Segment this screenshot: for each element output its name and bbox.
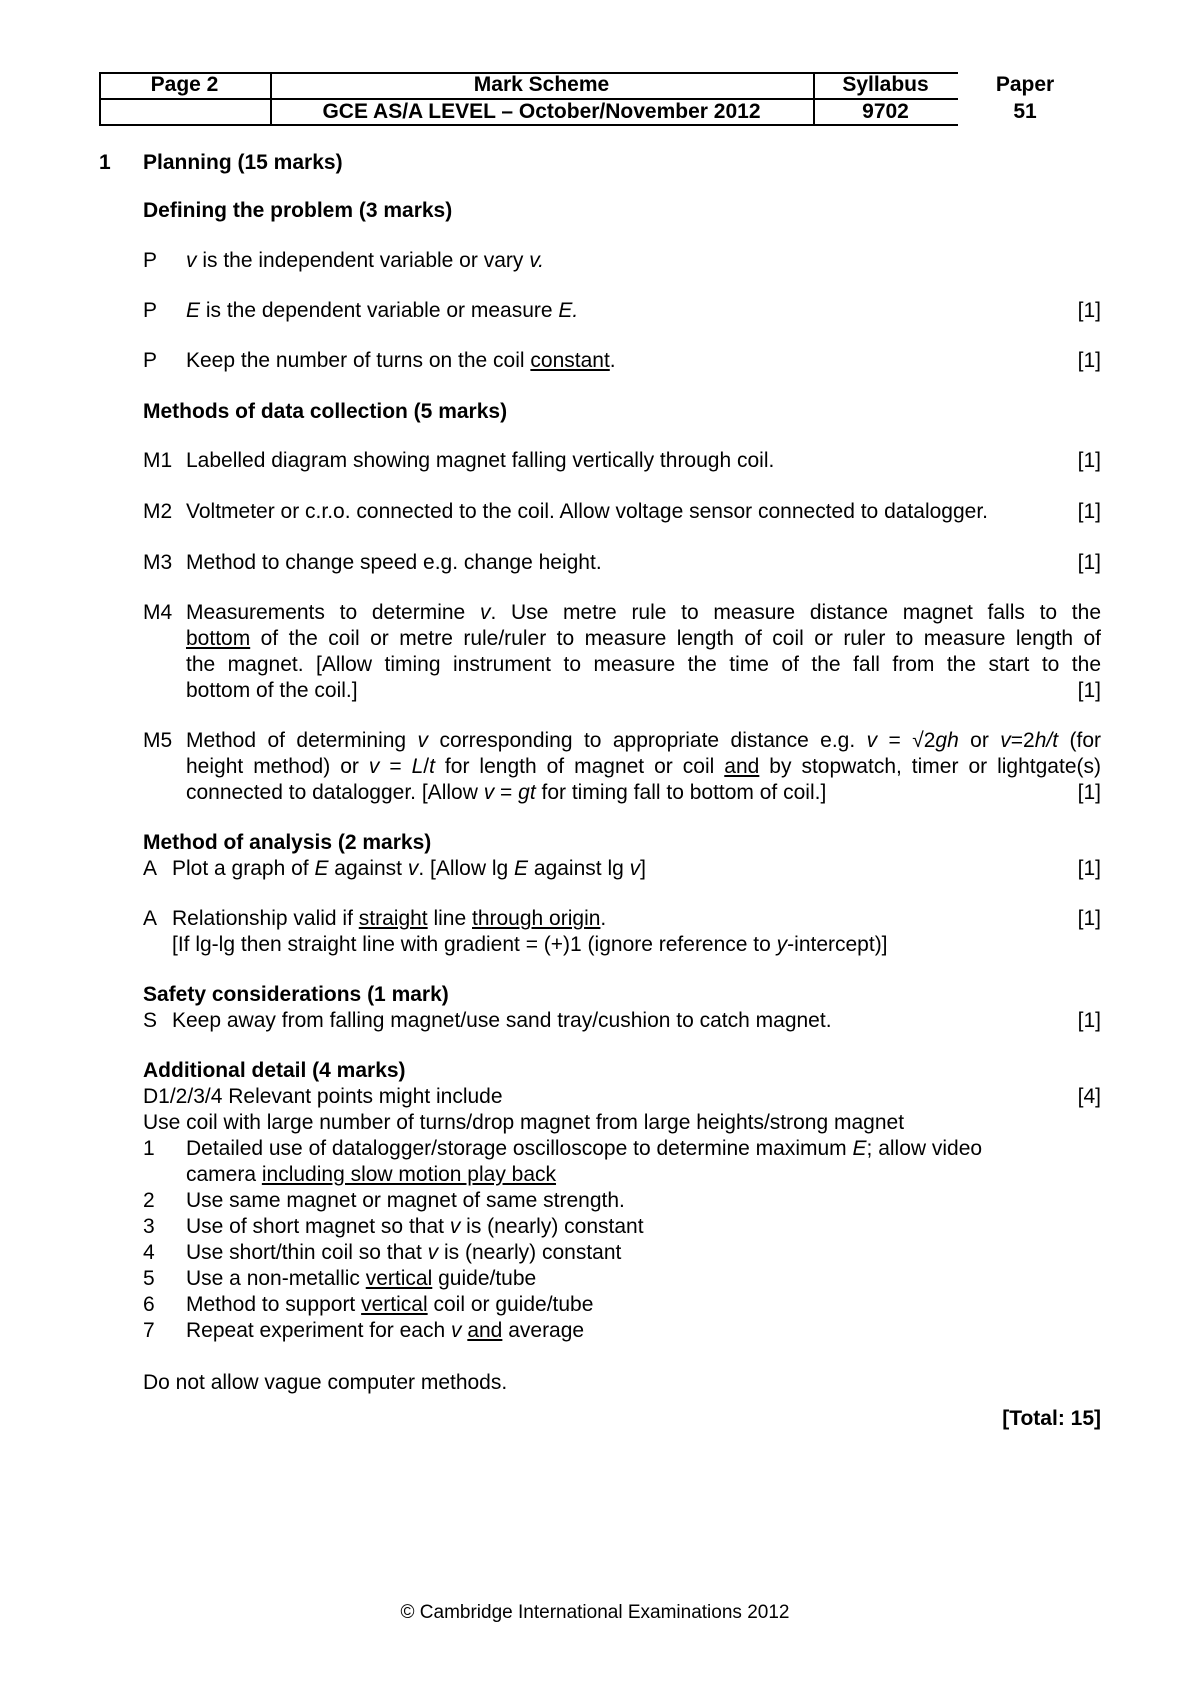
list-item: Use same magnet or magnet of same strength.: [186, 1189, 625, 1212]
point-text: Keep the number of turns on the coil constant.: [186, 349, 616, 372]
point-code: M5: [143, 729, 173, 752]
point-text: the magnet. [Allow timing instrument to measure the time of the fall from the start to the: [186, 653, 1101, 676]
list-number: 7: [143, 1319, 155, 1342]
point-code: M1: [143, 449, 173, 472]
point-text: Plot a graph of E against v. [Allow lg E against lg v]: [172, 857, 646, 880]
list-item: Use short/thin coil so that v is (nearly) constant: [186, 1241, 622, 1264]
list-number: 3: [143, 1215, 155, 1238]
paper-value: 51: [1013, 100, 1037, 123]
doc-title: Mark Scheme: [473, 73, 610, 96]
note-text: Do not allow vague computer methods.: [143, 1371, 508, 1394]
section-heading-additional: Additional detail (4 marks): [143, 1059, 406, 1082]
question-title: Planning (15 marks): [143, 151, 343, 174]
exam-session: GCE AS/A LEVEL – October/November 2012: [322, 100, 761, 123]
point-code: A: [143, 857, 158, 880]
additional-intro-2: Use coil with large number of turns/drop magnet from large heights/strong magnet: [143, 1111, 905, 1134]
mark-value: [1]: [1077, 449, 1101, 472]
point-code: P: [143, 249, 158, 272]
mark-value: [1]: [1077, 551, 1101, 574]
point-text: v is the independent variable or vary v.: [186, 249, 544, 272]
point-text: Measurements to determine v. Use metre rule to measure distance magnet falls to the: [186, 601, 1101, 624]
mark-value: [1]: [1077, 1009, 1101, 1032]
point-text: Method to change speed e.g. change height.: [186, 551, 602, 574]
list-number: 5: [143, 1267, 155, 1290]
header-table: [99, 72, 958, 126]
point-code: A: [143, 907, 158, 930]
mark-value: [1]: [1077, 857, 1101, 880]
point-code: P: [143, 349, 158, 372]
list-number: 1: [143, 1137, 155, 1160]
list-item: camera including slow motion play back: [186, 1163, 557, 1186]
additional-intro: D1/2/3/4 Relevant points might include: [143, 1085, 503, 1108]
point-text: Keep away from falling magnet/use sand tray/cushion to catch magnet.: [172, 1009, 832, 1032]
list-item: Method to support vertical coil or guide/tube: [186, 1293, 594, 1316]
point-text: Labelled diagram showing magnet falling vertically through coil.: [186, 449, 775, 472]
list-number: 2: [143, 1189, 155, 1212]
point-code: M2: [143, 500, 173, 523]
point-text: height method) or v = L/t for length of magnet or coil and by stopwatch, timer or lightgate(s): [186, 755, 1101, 778]
point-text: Method of determining v corresponding to appropriate distance e.g. v = √2gh or v=2h/t (for: [186, 729, 1101, 752]
syllabus-label: Syllabus: [842, 73, 929, 96]
mark-value: [1]: [1077, 349, 1101, 372]
point-code: M4: [143, 601, 173, 624]
list-item: Use of short magnet so that v is (nearly) constant: [186, 1215, 644, 1238]
point-code: S: [143, 1009, 158, 1032]
section-heading-defining: Defining the problem (3 marks): [143, 199, 453, 222]
point-text: Voltmeter or c.r.o. connected to the coil. Allow voltage sensor connected to datalogger.: [186, 500, 988, 523]
total-marks: [Total: 15]: [1002, 1407, 1101, 1430]
mark-value: [1]: [1077, 500, 1101, 523]
section-heading-safety: Safety considerations (1 mark): [143, 983, 449, 1006]
mark-value: [4]: [1077, 1085, 1101, 1108]
list-number: 4: [143, 1241, 155, 1264]
list-item: Use a non-metallic vertical guide/tube: [186, 1267, 537, 1290]
point-text: E is the dependent variable or measure E.: [186, 299, 579, 322]
point-code: M3: [143, 551, 173, 574]
question-number: 1: [99, 151, 111, 174]
mark-value: [1]: [1077, 679, 1101, 702]
list-item: Repeat experiment for each v and average: [186, 1319, 585, 1342]
page-number: Page 2: [150, 73, 219, 96]
point-text: bottom of the coil.]: [186, 679, 358, 702]
section-heading-methods: Methods of data collection (5 marks): [143, 400, 508, 423]
footer-copyright: © Cambridge International Examinations 2012: [400, 1602, 790, 1623]
point-code: P: [143, 299, 158, 322]
mark-value: [1]: [1077, 781, 1101, 804]
mark-value: [1]: [1077, 907, 1101, 930]
list-item: Detailed use of datalogger/storage oscilloscope to determine maximum E; allow video: [186, 1137, 983, 1160]
paper-label: Paper: [995, 73, 1055, 96]
section-heading-analysis: Method of analysis (2 marks): [143, 831, 432, 854]
list-number: 6: [143, 1293, 155, 1316]
syllabus-value: 9702: [862, 100, 909, 123]
point-text: [If lg-lg then straight line with gradient = (+)1 (ignore reference to y-intercept)]: [172, 933, 888, 956]
point-text: bottom of the coil or metre rule/ruler to measure length of coil or ruler to measure length of: [186, 627, 1101, 650]
point-text: Relationship valid if straight line through origin.: [172, 907, 607, 930]
mark-value: [1]: [1077, 299, 1101, 322]
point-text: connected to datalogger. [Allow v = gt for timing fall to bottom of coil.]: [186, 781, 827, 804]
